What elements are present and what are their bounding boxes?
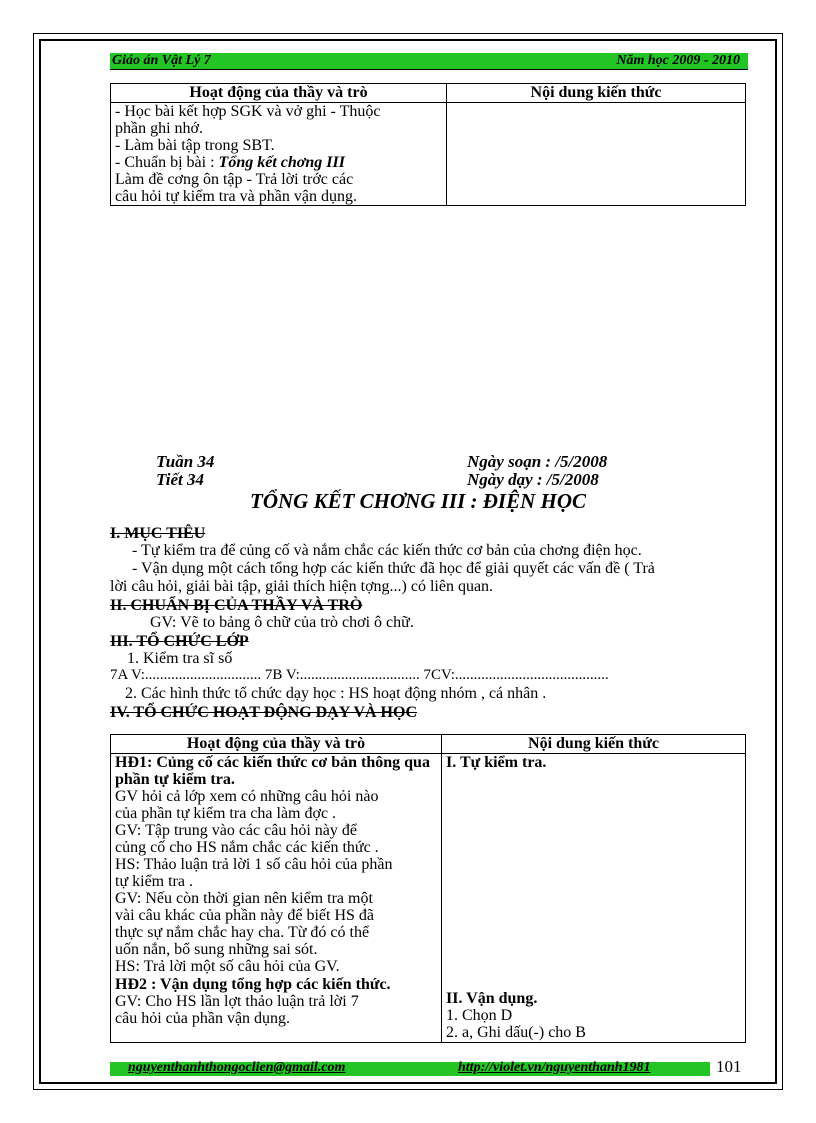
objective-line-3: lời câu hỏi, giải bài tập, giải thích hiện tợng...) có liên quan. xyxy=(110,578,494,595)
text-line: GV: Tập trung vào các câu hỏi này để xyxy=(115,822,357,839)
text-line: vài câu khác của phần này để biết HS đã xyxy=(115,907,375,924)
organization-line-2: 2. Các hình thức tổ chức dạy học : HS hoạt động nhóm , cá nhân . xyxy=(125,685,547,702)
section-objectives: I. MỤC TIÊU xyxy=(110,525,206,542)
text-line: - Làm bài tập trong SBT. xyxy=(115,137,275,154)
text-line: câu hỏi tự kiểm tra và phần vận dụng. xyxy=(115,188,357,205)
page-header xyxy=(110,53,748,70)
content-title-self-check: I. Tự kiểm tra. xyxy=(446,754,547,771)
text-line: Làm đề cơng ôn tập - Trả lời trớc các xyxy=(115,171,354,188)
text-line: tự kiểm tra . xyxy=(115,873,193,890)
content-title-application: II. Vận dụng. xyxy=(446,990,538,1007)
table-cell-content xyxy=(442,754,746,1043)
header-right: Năm học 2009 - 2010 xyxy=(616,53,740,68)
activity-1-title: HĐ1: Củng cố các kiến thức cơ bản thông qua phần tự kiểm tra. xyxy=(115,754,430,788)
text-line: - Chuẩn bị bài : Tổng kết chơng III xyxy=(115,154,345,171)
text-line: GV: Nếu còn thời gian nên kiểm tra một xyxy=(115,890,373,907)
week-label: Tuần 34 xyxy=(156,452,215,471)
text-line: GV: Cho HS lần lợt thảo luận trả lời 7 xyxy=(115,993,359,1010)
attendance-line: 7A V:............................... 7B V:................................ 7CV:......................................... xyxy=(110,667,609,683)
header-left: Giáo án Vật Lý 7 xyxy=(112,53,211,68)
table-cell-activities xyxy=(111,103,447,206)
lesson-title: TỔNG KẾT CHƠNG III : ĐIỆN HỌC xyxy=(250,489,587,513)
activity-table-top xyxy=(110,83,746,206)
section-teaching-activities: IV. TỔ CHỨC HOẠT ĐỘNG DẠY VÀ HỌC xyxy=(110,704,417,721)
footer-email-link[interactable]: nguyenthanhthongoclien@gmail.com xyxy=(128,1060,346,1075)
text-line: HS: Thảo luận trả lời 1 số câu hỏi của phần xyxy=(115,856,393,873)
objective-line-2: - Vận dụng một cách tổng hợp các kiến thức đã học để giải quyết các vấn đề ( Trả xyxy=(132,560,655,577)
organization-line-1: 1. Kiểm tra sĩ số xyxy=(127,650,233,667)
text-line: 1. Chọn D xyxy=(446,1007,513,1024)
text-line: HS: Trả lời một số câu hỏi của GV. xyxy=(115,958,340,975)
text-line: của phần tự kiểm tra cha làm đợc . xyxy=(115,805,337,822)
period-label: Tiết 34 xyxy=(156,470,204,489)
activity-2-title: HĐ2 : Vận dụng tổng hợp các kiến thức. xyxy=(115,976,391,993)
footer-url-link[interactable]: http://violet.vn/nguyenthanh1981 xyxy=(458,1060,651,1075)
objective-line-1: - Tự kiểm tra để củng cố và nắm chắc các kiến thức cơ bản của chơng điện học. xyxy=(132,542,642,559)
table-header-activities: Hoạt động của thầy và trò xyxy=(111,735,442,754)
prep-date: Ngày soạn : /5/2008 xyxy=(467,452,608,471)
page-footer xyxy=(110,1062,710,1076)
teach-date: Ngày dạy : /5/2008 xyxy=(467,470,599,489)
page-number: 101 xyxy=(716,1057,742,1076)
activity-table-main xyxy=(110,734,746,1043)
table-header-content: Nội dung kiến thức xyxy=(442,735,746,754)
text-line: uốn nắn, bổ sung những sai sót. xyxy=(115,941,318,958)
table-cell-activities xyxy=(111,754,442,1043)
preparation-line: GV: Vẽ to bảng ô chữ của trò chơi ô chữ. xyxy=(150,614,414,631)
text-line: phần ghi nhớ. xyxy=(115,120,204,137)
text-line: củng cố cho HS nắm chắc các kiến thức . xyxy=(115,839,379,856)
table-cell-content xyxy=(447,103,746,206)
prep-title: Tổng kết chơng III xyxy=(218,154,345,171)
table-header-content: Nội dung kiến thức xyxy=(447,84,746,103)
text-line: - Học bài kết hợp SGK và vở ghi - Thuộc xyxy=(115,103,381,120)
section-preparation: II. CHUẨN BỊ CỦA THẦY VÀ TRÒ xyxy=(110,597,363,614)
content-application-block xyxy=(446,990,586,1041)
text-line: câu hỏi của phần vận dụng. xyxy=(115,1010,291,1027)
text-line: 2. a, Ghi dấu(-) cho B xyxy=(446,1024,586,1041)
table-header-activities: Hoạt động của thầy và trò xyxy=(111,84,447,103)
section-class-organization: III. TỔ CHỨC LỚP xyxy=(110,633,249,650)
text-line: GV hỏi cả lớp xem có những câu hỏi nào xyxy=(115,788,379,805)
text-line: thực sự nắm chắc hay cha. Từ đó có thể xyxy=(115,924,370,941)
